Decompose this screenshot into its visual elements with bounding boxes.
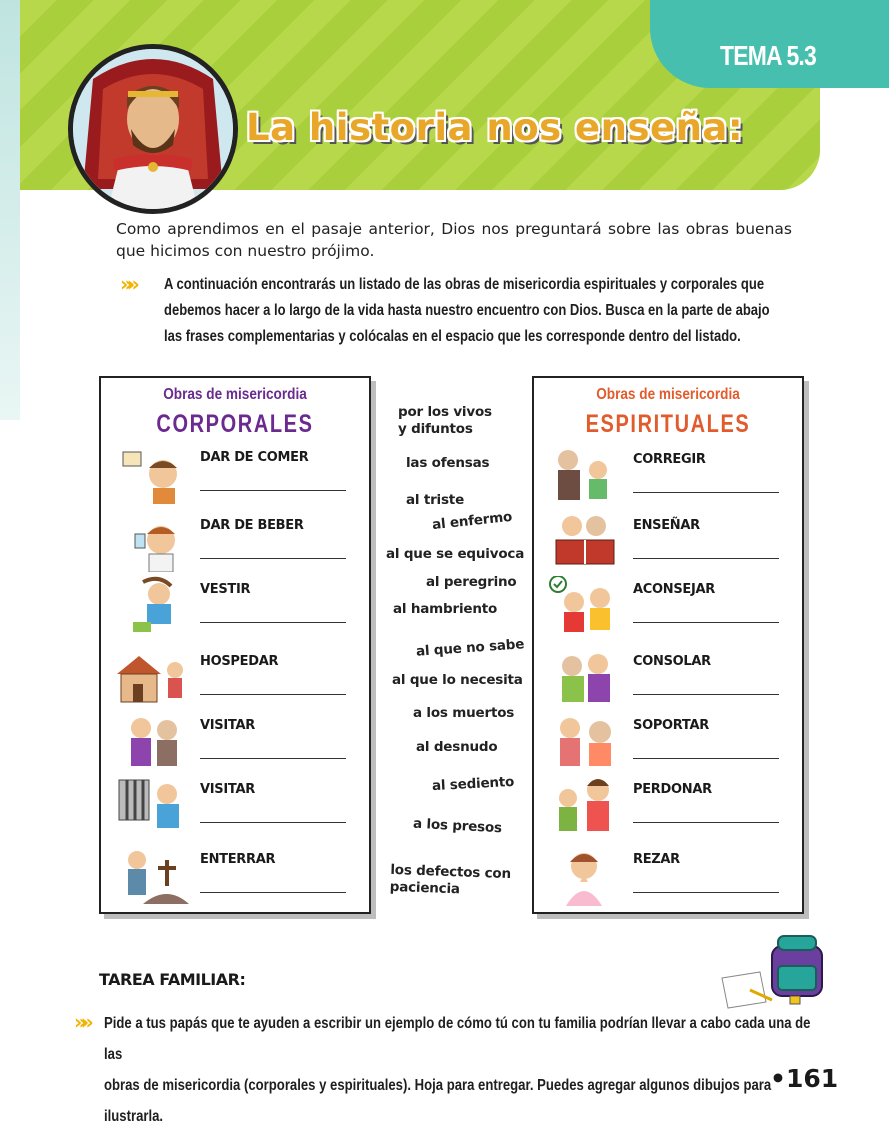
correcting-icon	[546, 446, 624, 506]
house-icon	[113, 648, 191, 708]
spiritual-label: SOPORTAR	[633, 718, 709, 733]
corporal-item	[101, 846, 369, 912]
phrase-option[interactable]: al triste	[406, 492, 465, 508]
corporal-item	[101, 648, 369, 714]
phrase-option-multiline[interactable]: por los vivos y difuntos	[398, 404, 492, 437]
spiritual-item	[534, 776, 802, 842]
answer-line[interactable]	[633, 694, 779, 695]
homework-title: TAREA FAMILIAR:	[99, 970, 246, 989]
phrase-option[interactable]: al peregrino	[426, 574, 517, 590]
phrase-option[interactable]: al que se equivoca	[386, 546, 525, 562]
spiritual-label: CONSOLAR	[633, 654, 711, 669]
answer-line[interactable]	[200, 758, 346, 759]
answer-line[interactable]	[200, 822, 346, 823]
advising-icon	[546, 576, 624, 636]
corporal-label: ENTERRAR	[200, 852, 276, 867]
phrase-option[interactable]: las ofensas	[406, 455, 490, 471]
prison-visit-icon	[113, 776, 191, 836]
answer-line[interactable]	[200, 694, 346, 695]
answer-line[interactable]	[200, 622, 346, 623]
spiritual-item	[534, 446, 802, 512]
answer-line[interactable]	[633, 892, 779, 893]
page-number: •161	[770, 1064, 839, 1093]
espirituales-heading: ESPIRITUALES	[585, 410, 751, 438]
answer-line[interactable]	[200, 892, 346, 893]
instructions	[164, 272, 802, 350]
arrow-bullet-icon: »»	[74, 1010, 88, 1034]
phrase-option[interactable]: al hambriento	[393, 601, 498, 617]
corporal-label: DAR DE BEBER	[200, 518, 304, 533]
spiritual-label: PERDONAR	[633, 782, 712, 797]
corporal-item	[101, 712, 369, 778]
instruction-line: las frases complementarias y colócalas en el espacio que les corresponde dentro del listado.	[164, 328, 741, 345]
answer-line[interactable]	[200, 558, 346, 559]
backpack-illustration	[720, 932, 830, 1012]
homework-line: obras de misericordia (corporales y espirituales). Hoja para entregar. Puedes agregar algunos dibujos para ilustrarla.	[104, 1077, 772, 1125]
answer-line[interactable]	[633, 622, 779, 623]
corporal-item	[101, 776, 369, 842]
phrase-option[interactable]: a los muertos	[413, 705, 515, 721]
spiritual-label: ACONSEJAR	[633, 582, 715, 597]
enduring-icon	[546, 712, 624, 772]
espirituales-panel	[532, 376, 804, 914]
espirituales-subtitle: Obras de misericordia	[596, 386, 740, 403]
corporales-heading: CORPORALES	[156, 410, 314, 438]
instruction-line: debemos hacer a lo largo de la vida hasta nuestro encuentro con Dios. Busca en la parte de abajo	[164, 302, 770, 319]
homework-line: Pide a tus papás que te ayuden a escribir un ejemplo de cómo tú con tu familia podrían llevar a cabo cada una de las	[104, 1015, 811, 1063]
spiritual-item	[534, 648, 802, 714]
intro-paragraph: Como aprendimos en el pasaje anterior, Dios nos preguntará sobre las obras buenas que hicimos con nuestro prójimo.	[116, 220, 792, 260]
visiting-sick-icon	[113, 712, 191, 772]
corporal-label: HOSPEDAR	[200, 654, 279, 669]
phrase-option[interactable]: al desnudo	[416, 739, 498, 755]
spiritual-item	[534, 512, 802, 578]
answer-line[interactable]	[633, 758, 779, 759]
corporal-item	[101, 576, 369, 642]
answer-line[interactable]	[633, 558, 779, 559]
answer-line[interactable]	[633, 822, 779, 823]
spiritual-label: ENSEÑAR	[633, 518, 700, 533]
burial-icon	[113, 846, 191, 906]
arrow-bullet-icon: »»	[120, 272, 134, 296]
side-strip	[0, 0, 20, 420]
phrase-option[interactable]: al sediento	[431, 773, 515, 795]
jesus-portrait	[68, 44, 238, 214]
child-dressing-icon	[113, 576, 191, 636]
page-title: La historia nos enseña:	[246, 106, 744, 149]
answer-line[interactable]	[633, 492, 779, 493]
phrase-option[interactable]: al que no sabe	[415, 636, 525, 660]
spiritual-item	[534, 712, 802, 778]
corporales-panel	[99, 376, 371, 914]
spiritual-label: CORREGIR	[633, 452, 706, 467]
corporal-item	[101, 512, 369, 578]
answer-line[interactable]	[200, 490, 346, 491]
child-drinking-icon	[113, 512, 191, 572]
child-eating-icon	[113, 444, 191, 504]
corporal-label: DAR DE COMER	[200, 450, 309, 465]
phrase-option[interactable]: al enfermo	[431, 508, 513, 534]
phrase-option-multiline[interactable]: los defectos con paciencia	[389, 861, 512, 898]
consoling-icon	[546, 648, 624, 708]
spiritual-label: REZAR	[633, 852, 680, 867]
corporal-label: VISITAR	[200, 782, 255, 797]
spiritual-item	[534, 576, 802, 642]
homework-text	[104, 1008, 826, 1132]
spiritual-item	[534, 846, 802, 912]
corporales-subtitle: Obras de misericordia	[163, 386, 307, 403]
forgiving-icon	[546, 776, 624, 836]
instruction-line: A continuación encontrarás un listado de las obras de misericordia espirituales y corporales que	[164, 276, 765, 293]
teaching-icon	[546, 512, 624, 572]
corporal-item	[101, 444, 369, 510]
tema-label: TEMA 5.3	[720, 40, 816, 71]
phrase-option[interactable]: a los presos	[412, 815, 503, 837]
praying-icon	[546, 846, 624, 906]
phrase-option[interactable]: al que lo necesita	[392, 672, 523, 688]
corporal-label: VISITAR	[200, 718, 255, 733]
corporal-label: VESTIR	[200, 582, 251, 597]
